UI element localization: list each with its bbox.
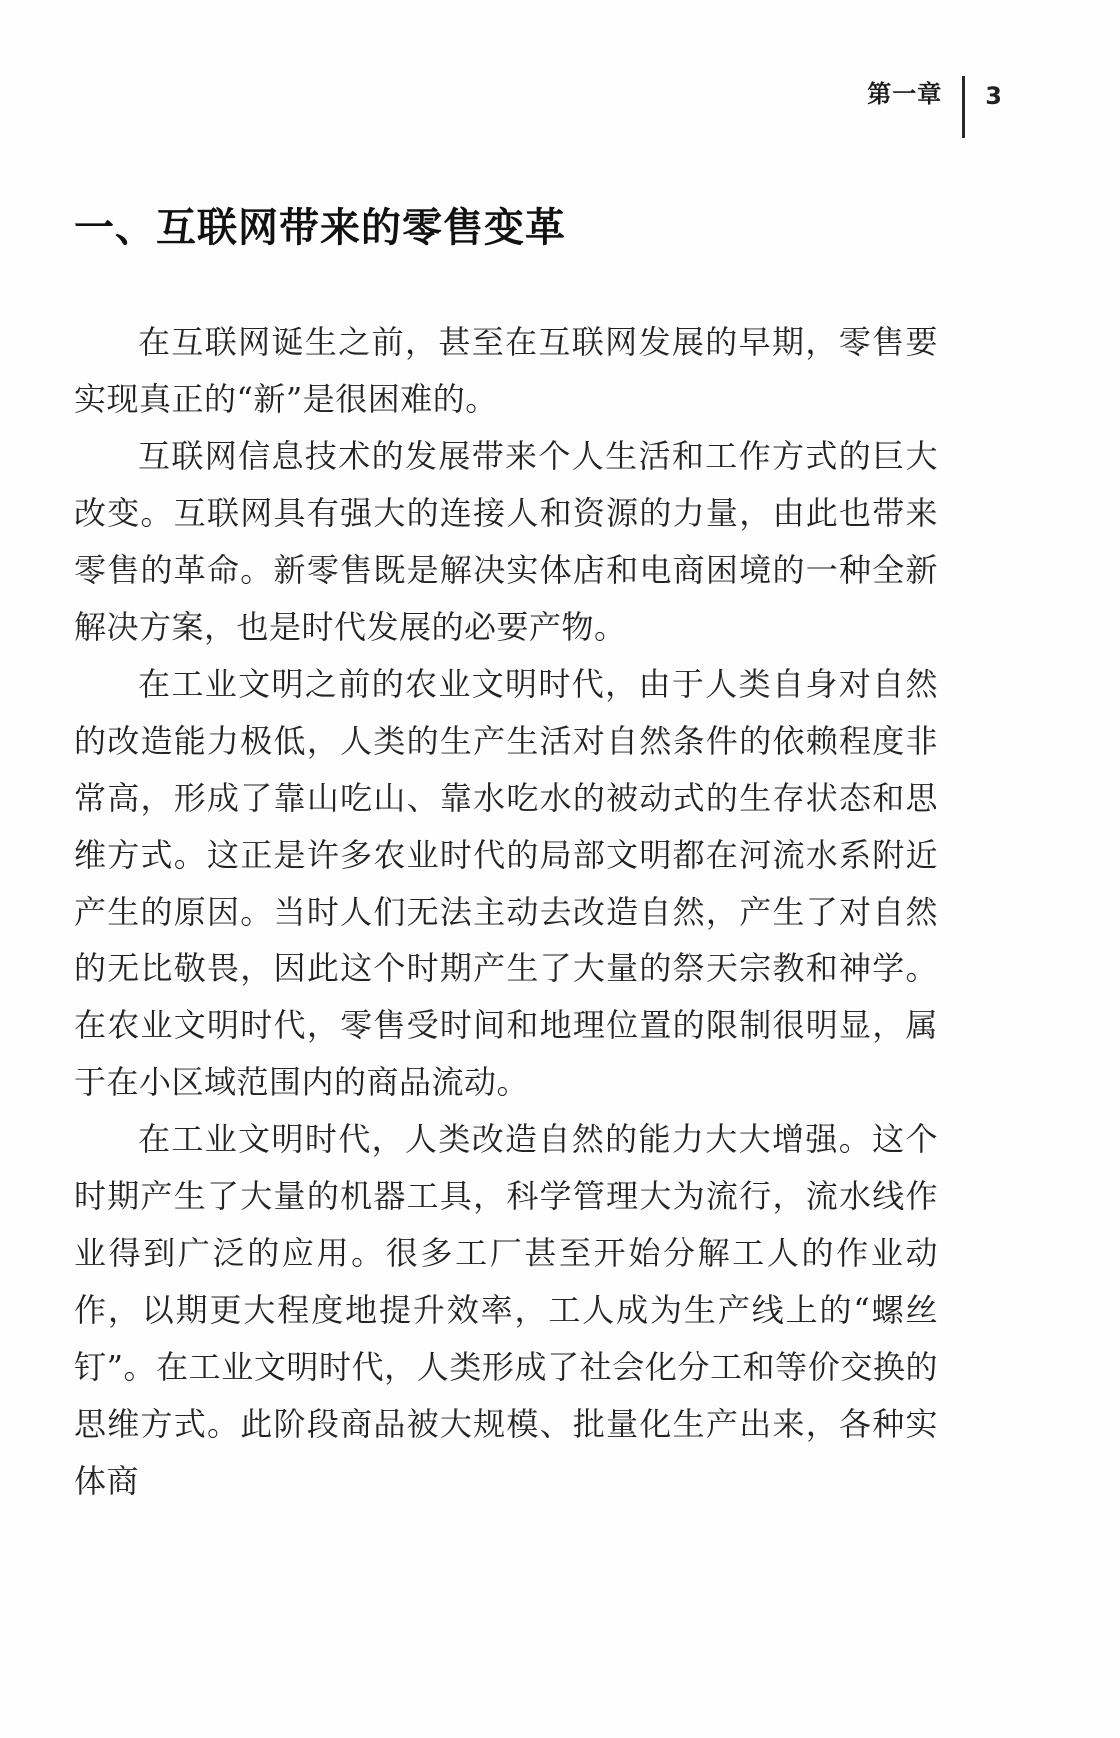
running-header xyxy=(867,76,1002,136)
chapter-label: 第一章 xyxy=(867,80,943,108)
paragraph: 在工业文明之前的农业文明时代，由于人类自身对自然的改造能力极低，人类的生产生活对自然条件的依赖程度非常高，形成了靠山吃山、靠水吃水的被动式的生存状态和思维方式。这正是许多农业时代的局部文明都在河流水系附近产生的原因。当时人们无法主动去改造自然，产生了对自然的无比敬畏，因此这个时期产生了大量的祭天宗教和神学。在农业文明时代，零售受时间和地理位置的限制很明显，属于在小区域范围内的商品流动。 xyxy=(74,664,938,1102)
section-title: 一、互联网带来的零售变革 xyxy=(74,204,566,251)
body-text xyxy=(74,314,938,1510)
paragraph: 互联网信息技术的发展带来个人生活和工作方式的巨大改变。互联网具有强大的连接人和资源的力量，由此也带来零售的革命。新零售既是解决实体店和电商困境的一种全新解决方案，也是时代发展的必要产物。 xyxy=(74,436,938,646)
paragraph: 在工业文明时代，人类改造自然的能力大大增强。这个时期产生了大量的机器工具，科学管理大为流行，流水线作业得到广泛的应用。很多工厂甚至开始分解工人的作业动作，以期更大程度地提升效率，工人成为生产线上的“螺丝钉”。在工业文明时代，人类形成了社会化分工和等价交换的思维方式。此阶段商品被大规模、批量化生产出来，各种实体商 xyxy=(74,1120,938,1501)
header-divider xyxy=(962,76,965,138)
paragraph: 在互联网诞生之前，甚至在互联网发展的早期，零售要实现真正的“新”是很困难的。 xyxy=(74,323,938,418)
page-number: 3 xyxy=(985,82,1002,110)
